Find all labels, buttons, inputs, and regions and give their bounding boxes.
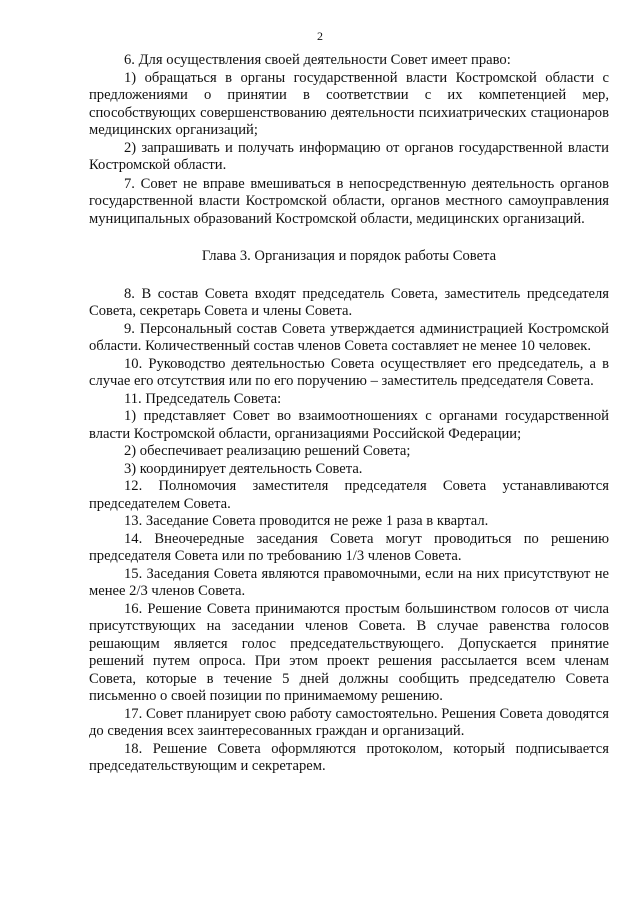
document-body	[89, 52, 609, 776]
paragraph-13: 13. Заседание Совета проводится не реже 1 раза в квартал.	[124, 513, 489, 529]
paragraph-9: 9. Персональный состав Совета утверждается администрацией Костромской области. Количественный состав членов Совета составляет не менее 10 человек.	[89, 320, 609, 354]
paragraph-6-item-1: 1) обращаться в органы государственной власти Костромской области с предложениями о принятии в соответствии с их компетенцией мер, способствующих совершенствованию деятельности психиатрических стационаров медицинских организаций;	[89, 69, 609, 138]
paragraph-18: 18. Решение Совета оформляются протоколом, который подписывается председательствующим и секретарем.	[89, 740, 609, 774]
paragraph-10: 10. Руководство деятельностью Совета осуществляет его председатель, а в случае его отсутствия или по его поручению – заместитель председателя Совета.	[89, 355, 609, 389]
paragraph-11-item-3: 3) координирует деятельность Совета.	[124, 460, 363, 477]
paragraph-6-item-2: 2) запрашивать и получать информацию от органов государственной власти Костромской области.	[89, 139, 609, 173]
paragraph-11-item-2: 2) обеспечивает реализацию решений Совета;	[124, 443, 411, 459]
chapter-heading: Глава 3. Организация и порядок работы Совета	[201, 248, 497, 264]
paragraph-17: 17. Совет планирует свою работу самостоятельно. Решения Совета доводятся до сведения всех заинтересованных граждан и организаций.	[89, 705, 609, 739]
paragraph-6: 6. Для осуществления своей деятельности Совет имеет право:	[124, 52, 511, 68]
page-number: 2	[317, 29, 323, 43]
paragraph-12: 12. Полномочия заместителя председателя Совета устанавливаются председателем Совета.	[89, 478, 609, 512]
paragraph-8: 8. В состав Совета входят председатель Совета, заместитель председателя Совета, секретарь Совета и члены Совета.	[89, 285, 609, 319]
paragraph-14: 14. Внеочередные заседания Совета могут проводиться по решению председателя Совета или по требованию 1/3 членов Совета.	[89, 530, 609, 564]
paragraph-7: 7. Совет не вправе вмешиваться в непосредственную деятельность органов государственной власти Костромской области, органов местного самоуправления муниципальных образований Костромской области, медицинских организаций.	[89, 175, 609, 227]
paragraph-15: 15. Заседания Совета являются правомочными, если на них присутствуют не менее 2/3 членов Совета.	[89, 565, 609, 599]
paragraph-16: 16. Решение Совета принимаются простым большинством голосов от числа присутствующих на заседании членов Совета. В случае равенства голосов решающим является голос председательствующего. Допускается принятие решений путем опроса. При этом проект решения рассылается всем членам Совета, которые в течение 5 дней должны сообщить председателю Совета письменно о своей позиции по принимаемому решению.	[89, 600, 609, 704]
paragraph-11-item-1: 1) представляет Совет во взаимоотношениях с органами государственной власти Костромской области, организациями Российской Федерации;	[89, 408, 609, 442]
paragraph-11: 11. Председатель Совета:	[124, 390, 282, 407]
